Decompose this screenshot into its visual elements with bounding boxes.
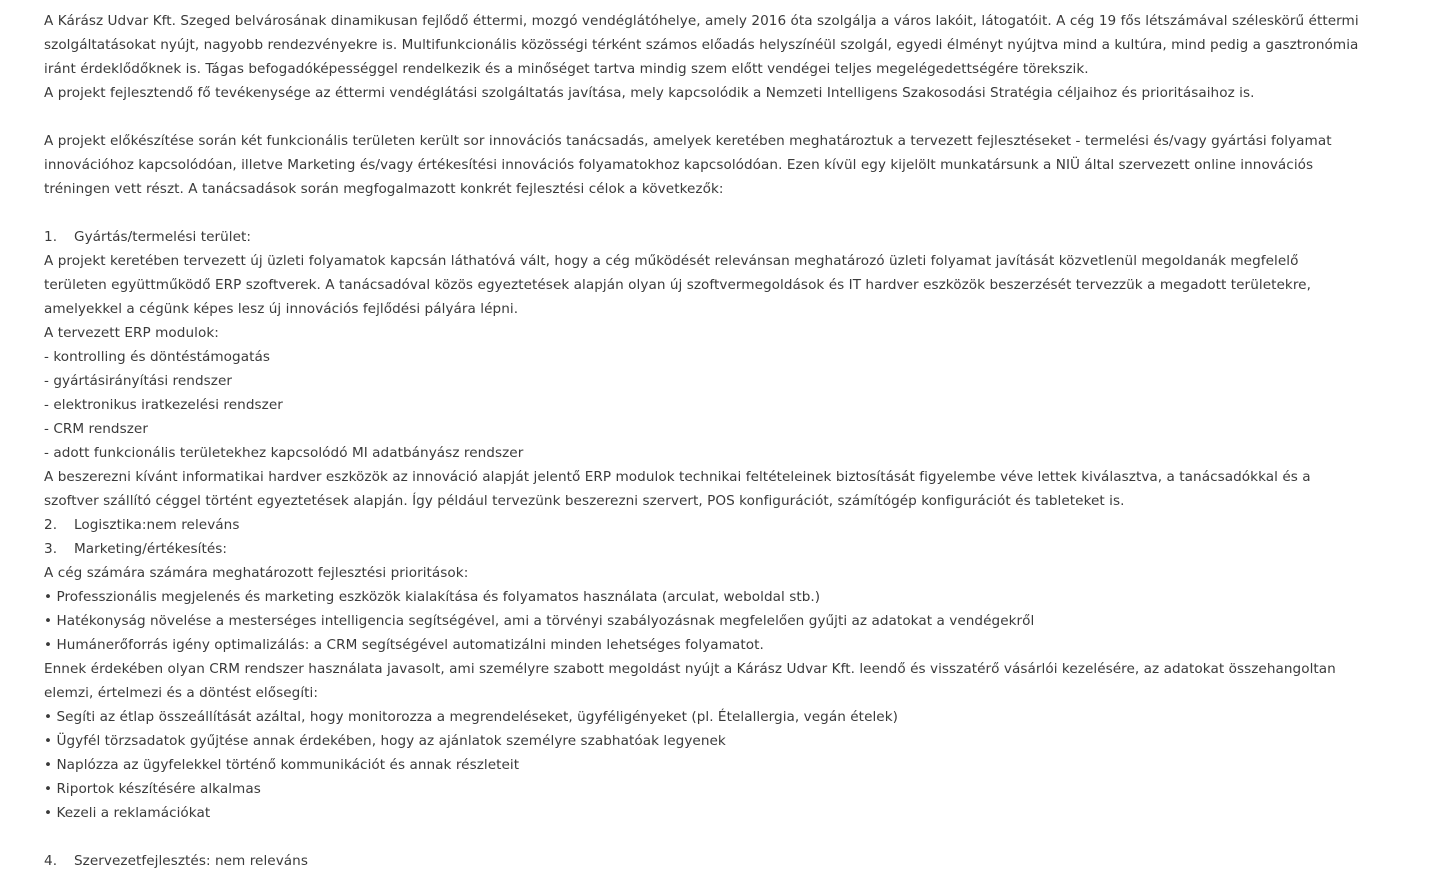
section-paragraph: A projekt keretében tervezett új üzleti folyamatok kapcsán láthatóvá vált, hogy a cég működését relevánsan meghatározó üzleti folyamat javítását közvetlenül megoldanák megfelelő területen együttműködő ERP szoftverek. A tanácsadóval közös egyeztetések alapján olyan új szoftvermegoldások és IT hardver eszközök beszerzését tervezzük a megadott területekre, amelyekkel a cégünk képes lesz új innovációs fejlődési pályára lépni. bbox=[44, 253, 1311, 317]
intro-paragraph: A projekt előkészítése során két funkcionális területen került sor innovációs tanácsadás, amelyek keretében meghatároztuk a tervezett fejlesztéseket - termelési és/vagy gyártási folyamat innovációhoz kapcsolódóan, illetve Marketing és/vagy értékesítési innovációs folyamatokhoz kapcsolódóan. Ezen kívül egy kijelölt munkatársunk a NIÜ által szervezett online innovációs tréningen vett részt. A tanácsadások során megfogalmazott konkrét fejlesztési célok a következők: bbox=[44, 133, 1332, 197]
section-title: Marketing/értékesítés: bbox=[74, 541, 228, 557]
intro-paragraph: A projekt fejlesztendő fő tevékenysége az éttermi vendéglátási szolgáltatás javítása, mely kapcsolódik a Nemzeti Intelligens Szakosodási Stratégia céljaihoz és prioritásaihoz is. bbox=[44, 85, 1255, 101]
section-title: Logisztika:nem releváns bbox=[74, 517, 240, 533]
section-title: Szervezetfejlesztés: nem releváns bbox=[74, 853, 308, 869]
list-item: • Hatékonyság növelése a mesterséges intelligencia segítségével, ami a törvényi szabályozásnak megfelelően gyűjti az adatokat a vendégekről bbox=[44, 613, 1035, 629]
intro-paragraph: A Kárász Udvar Kft. Szeged belvárosának dinamikusan fejlődő éttermi, mozgó vendéglátóhelye, amely 2016 óta szolgálja a város lakóit, látogatóit. A cég 19 fős létszámával széleskörű éttermi szolgáltatásokat nyújt, nagyobb rendezvényekre is. Multifunkcionális közösségi térként számos előadás helyszínéül szolgál, egyedi élményt nyújtva mind a kultúra, mind pedig a gasztronómia iránt érdeklődőknek is. Tágas befogadóképességgel rendelkezik és a minőséget tartva mindig szem előtt vendégei teljes megelégedettségére törekszik. bbox=[44, 13, 1359, 77]
list-item: - adott funkcionális területekhez kapcsolódó MI adatbányász rendszer bbox=[44, 445, 524, 461]
list-item: • Riportok készítésére alkalmas bbox=[44, 781, 261, 797]
section-number: 3. bbox=[44, 541, 58, 557]
article-body bbox=[44, 9, 1364, 873]
section-heading-production bbox=[44, 225, 1364, 249]
list-item: • Professzionális megjelenés és marketing eszközök kialakítása és folyamatos használata (arculat, weboldal stb.) bbox=[44, 589, 821, 605]
list-item: - kontrolling és döntéstámogatás bbox=[44, 349, 271, 365]
list-item: • Ügyfél törzsadatok gyűjtése annak érdekében, hogy az ajánlatok személyre szabhatóak legyenek bbox=[44, 733, 726, 749]
section-number: 4. bbox=[44, 853, 58, 869]
section-number: 1. bbox=[44, 229, 58, 245]
section-heading-marketing bbox=[44, 537, 1364, 561]
section-paragraph: Ennek érdekében olyan CRM rendszer használata javasolt, ami személyre szabott megoldást nyújt a Kárász Udvar Kft. leendő és visszatérő vásárlói kezelésére, az adatokat összehangoltan elemzi, értelmezi és a döntést elősegíti: bbox=[44, 661, 1336, 701]
section-heading-organization bbox=[44, 849, 1364, 873]
section-number: 2. bbox=[44, 517, 58, 533]
spacer bbox=[44, 201, 1364, 225]
list-item: - elektronikus iratkezelési rendszer bbox=[44, 397, 283, 413]
spacer bbox=[44, 105, 1364, 129]
spacer bbox=[44, 825, 1364, 849]
list-item: • Naplózza az ügyfelekkel történő kommunikációt és annak részleteit bbox=[44, 757, 520, 773]
priorities-heading: A cég számára számára meghatározott fejlesztési prioritások: bbox=[44, 565, 469, 581]
section-title: Gyártás/termelési terület: bbox=[74, 229, 252, 245]
list-item: - CRM rendszer bbox=[44, 421, 148, 437]
list-item: • Segíti az étlap összeállítását azáltal, hogy monitorozza a megrendeléseket, ügyféligényeket (pl. Ételallergia, vegán ételek) bbox=[44, 709, 898, 725]
list-item: • Humánerőforrás igény optimalizálás: a CRM segítségével automatizálni minden lehetséges folyamatot. bbox=[44, 637, 764, 653]
list-item: - gyártásirányítási rendszer bbox=[44, 373, 233, 389]
list-item: • Kezeli a reklamációkat bbox=[44, 805, 211, 821]
section-paragraph: A beszerezni kívánt informatikai hardver eszközök az innováció alapját jelentő ERP modulok technikai feltételeinek biztosítását figyelembe véve lettek kiválasztva, a tanácsadókkal és a szoftver szállító céggel történt egyeztetések alapján. Így például tervezünk beszerezni szervert, POS konfigurációt, számítógép konfigurációt és tableteket is. bbox=[44, 469, 1311, 509]
section-heading-logistics bbox=[44, 513, 1364, 537]
erp-heading: A tervezett ERP modulok: bbox=[44, 325, 219, 341]
